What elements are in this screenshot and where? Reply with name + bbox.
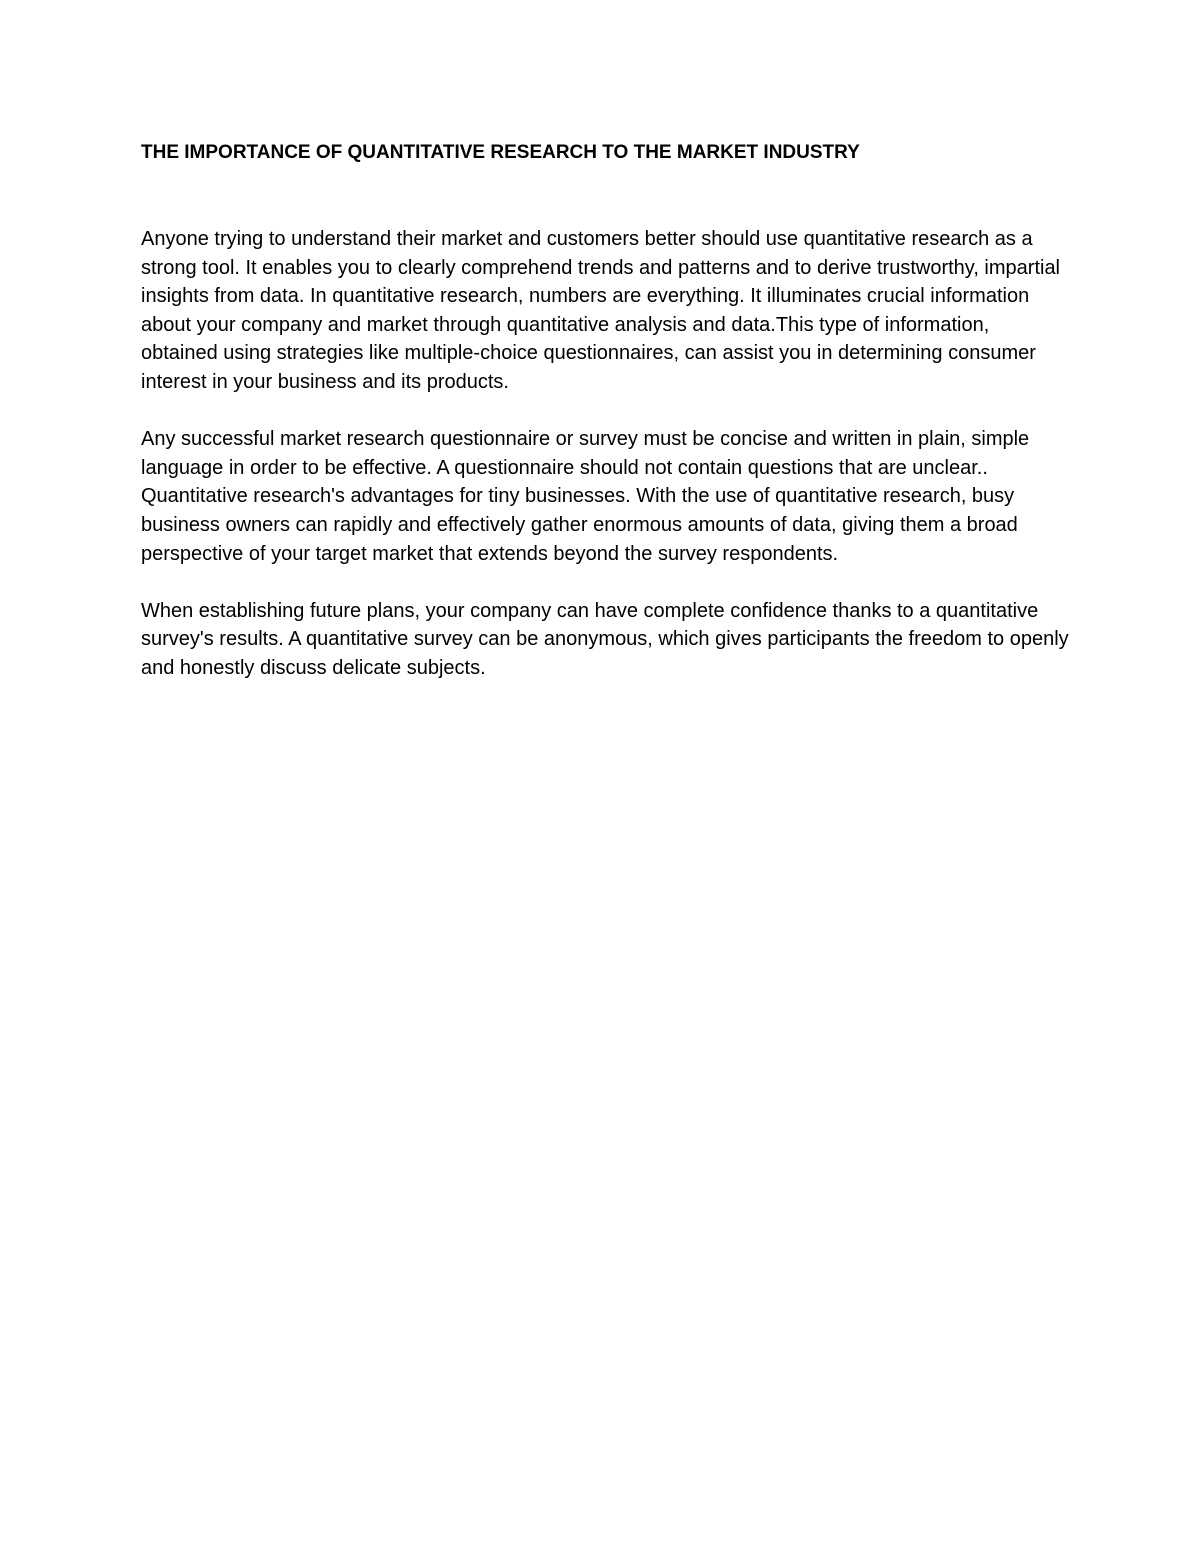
document-body	[141, 138, 1071, 711]
paragraph-2: Any successful market research questionnaire or survey must be concise and written in plain, simple language in order to be effective. A questionnaire should not contain questions that are unclear.. Quantitative research's advantages for tiny businesses. With the use of quantitative research, busy business owners can rapidly and effectively gather enormous amounts of data, giving them a broad perspective of your target market that extends beyond the survey respondents.	[141, 428, 1030, 565]
paragraph-1: Anyone trying to understand their market and customers better should use quantitative research as a strong tool. It enables you to clearly comprehend trends and patterns and to derive trustworthy, impartial insights from data. In quantitative research, numbers are everything. It illuminates crucial information about your company and market through quantitative analysis and data.This type of information, obtained using strategies like multiple-choice questionnaires, can assist you in determining consumer interest in your business and its products.	[141, 228, 1061, 393]
document-title: THE IMPORTANCE OF QUANTITATIVE RESEARCH TO THE MARKET INDUSTRY	[141, 142, 860, 163]
paragraph-3: When establishing future plans, your company can have complete confidence thanks to a quantitative survey's results. A quantitative survey can be anonymous, which gives participants the freedom to openly and honestly discuss delicate subjects.	[141, 599, 1069, 679]
